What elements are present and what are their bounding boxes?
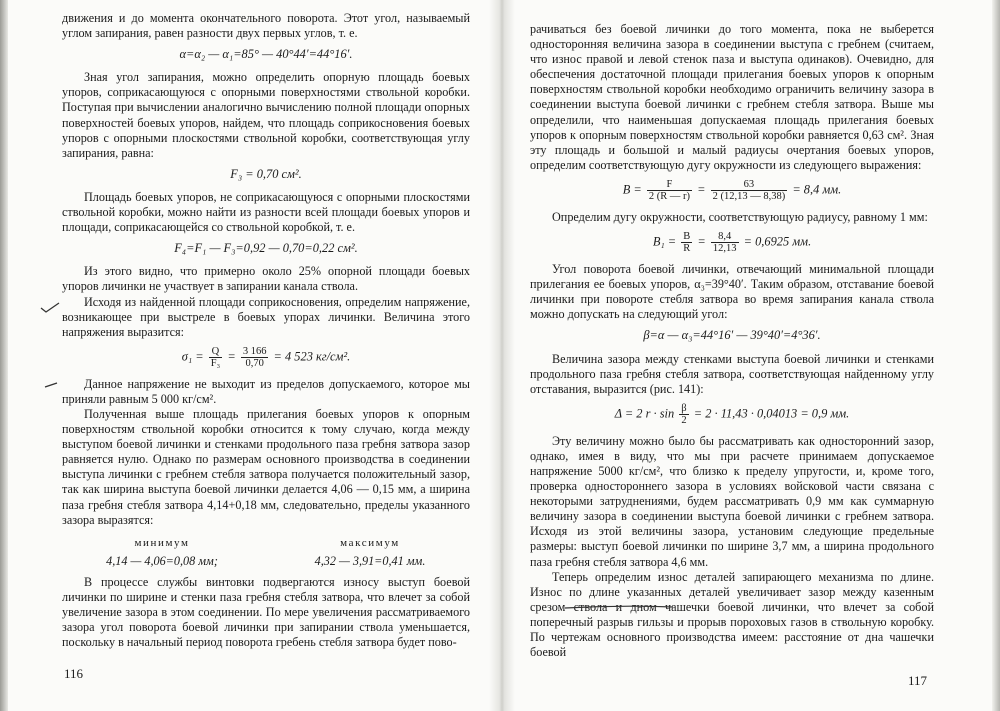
fraction-numerator: β (681, 402, 687, 414)
right-paragraph-5: Эту величину можно было бы рассматривать как односторонний зазор, однако, имея в виду, что мы при расчете принимаем допускаемое напряжение 5000 кг/см², что близко к пределу упругости, и, кроме того, проверка одностороннего зазора в условиях войсковой части связана с некоторыми затруднениями, будем рассматривать 0,9 мм как суммарную величину зазора в соединении выступа боевой личинки с гребнем затвора. Исходя из этой величины зазора, установим следующие предельные размеры: выступ боевой личинки по ширине 3,7 мм, а ширина продольного паза гребня стебля затвора 4,6 мм. (530, 433, 934, 569)
formula-term: = 8,4 мм. (792, 182, 842, 197)
right-page (530, 0, 934, 660)
fraction-numerator: 8,4 (711, 231, 739, 243)
max-heading: максимум (340, 536, 400, 549)
min-value: 4,14 — 4,06=0,08 мм; (106, 553, 218, 568)
right-formula-3: β=α — α₃=44°16′ — 39°40′=4°36′. (643, 328, 821, 343)
formula-term: Δ = 2 r · sin (614, 406, 675, 421)
left-page (62, 0, 470, 650)
formula-term: σ₁ = (181, 349, 204, 364)
max-value: 4,32 — 3,91=0,41 мм. (314, 553, 426, 568)
left-paragraph-5: Исходя из найденной площади соприкосновения, определим напряжение, возникающее при выстреле в боевых упорах личинки. Величина этого напряжения выразится: (62, 294, 470, 339)
fraction (647, 179, 692, 202)
pencil-dash-mark-icon (44, 382, 58, 388)
left-formula-3: F₄=F₁ — F₃=0,92 — 0,70=0,22 см². (174, 241, 358, 256)
fraction-numerator: 3 166 (242, 345, 267, 357)
fraction-numerator: Q (209, 346, 223, 358)
left-paragraph-4: Из этого видно, что примерно около 25% опорной площади боевых упоров личинки не участвует в запирании канала ствола. (62, 264, 470, 294)
book-gutter (489, 0, 515, 711)
fraction-numerator: B (683, 231, 691, 243)
fraction-denominator: 0,70 (245, 357, 264, 369)
fraction (681, 231, 692, 254)
page-edge-right (992, 0, 1000, 711)
right-paragraph-6: Теперь определим износ деталей запирающего механизма по длине. Износ по длине указанных деталей увеличивает зазор между казенным срезом ствола и дном чашечки боевой личинки, что влечет за собой поперечный разрыв гильзы и прорыв пороховых газов в ствольную коробку. По чертежам основного производства имеем: расстояние от дна чашечки боевой (530, 569, 934, 660)
formula-term: = (697, 234, 706, 249)
right-formula-2 (530, 231, 934, 254)
fraction-numerator: 63 (711, 179, 788, 191)
left-paragraph-3: Площадь боевых упоров, не соприкасающуюся с опорными плоскостями ствольной коробки, можно найти из разности всей площади боевых упоров и площади, соприкасающейся со ствольной коробкой, т. е. (62, 189, 470, 235)
left-paragraph-7: Полученная выше площадь прилегания боевых упоров к опорным поверхностям ствольной коробки относится к тому случаю, когда между выступом боевой личинки и стенками продольного паза гребня затвора зазор равняется нулю. Однако по размерам основного производства в соединении выступа личинки с гребнем стебля затвора получается положительный зазор, так как ширина выступа боевой личинки делается 4,06 — 0,15 мм, а ширина паза гребня стебля затвора 4,14+0,18 мм, следовательно, пределы указанного зазора выразятся: (62, 406, 470, 527)
left-formula-4 (62, 346, 470, 369)
formula-term: = 2 · 11,43 · 0,04013 = 0,9 мм. (693, 406, 850, 421)
right-page-number: 117 (908, 673, 928, 688)
right-formula-4 (530, 403, 934, 426)
formula-term: B = (622, 182, 642, 197)
fraction-denominator: R (683, 243, 691, 255)
formula-term: = (697, 182, 706, 197)
pencil-underline-mark-icon (564, 604, 674, 610)
min-max-table (62, 536, 470, 569)
formula-term: = 0,6925 мм. (743, 234, 812, 249)
min-column (66, 536, 258, 569)
page-edge-left (0, 0, 8, 711)
fraction (711, 231, 739, 254)
left-formula-1: α=α₂ — α₁=85° — 40°44′=44°16′. (179, 47, 353, 62)
left-paragraph-8: В процессе службы винтовки подвергаются износу выступ боевой личинки по ширине и стенки паза гребня стебля затвора, что влечет за собой увеличение зазора в этом соединении. По мере увеличения рассматриваемого зазора угол поворота боевой личинки при запирании ствола уменьшается, поскольку в начальный период поворота гребень стебля затвора будет пово- (62, 574, 470, 650)
right-paragraph-4: Величина зазора между стенками выступа боевой личинки и стенками продольного паза гребня стебля затвора, соответствующая найденному углу отставания, выразится (рис. 141): (530, 351, 934, 396)
fraction-denominator: 2 (R — r) (648, 190, 690, 202)
max-column (274, 536, 466, 569)
fraction-denominator: F₃ (210, 357, 221, 369)
fraction-numerator: F (647, 179, 692, 191)
right-paragraph-1: рачиваться без боевой личинки до того момента, пока не выберется односторонняя величина зазора в соединении выступа с гребнем (считаем, что износ правой и левой стенок паза и выступа одинаков). Очевидно, для обеспечения достаточной площади прилегания боевых упоров к опорным поверхностям ствольной коробки необходимо ограничить величину зазора в соединении выступа боевой личинки с гребнем стебля затвора. Выше мы определили, что наименьшая допускаемая площадь прилегания боевых упоров к опорным поверхностям ствольной коробки равняется 0,63 см². Зная эту площадь и большой и малый радиусы очертания боевых упоров, определим соответствующую дугу окружности из следующего выражения: (530, 22, 934, 172)
fraction-denominator: 2 (12,13 — 8,38) (712, 190, 786, 202)
left-paragraph-2: Зная угол запирания, можно определить опорную площадь боевых упоров, соприкасающуюся с опорными поверхностями ствольной коробки. Поступая при вычислении аналогично вычислению полной площади опорных поверхностей боевых упоров, найдем, что площадь соприкосновения боевых упоров с опорными плоскостями ствольной коробки, соответствующая углу запирания, равна: (62, 70, 470, 160)
pencil-check-mark-icon (40, 302, 60, 314)
formula-term: B₁ = (652, 234, 677, 249)
left-page-number: 116 (64, 666, 84, 681)
formula-term: = (227, 349, 236, 364)
right-formula-1 (530, 179, 934, 202)
fraction (209, 346, 223, 369)
min-heading: минимум (134, 536, 190, 549)
left-paragraph-6: Данное напряжение не выходит из пределов допускаемого, которое мы приняли равным 5 000 кг/см². (62, 376, 470, 406)
fraction-denominator: 12,13 (712, 243, 737, 255)
formula-term: = 4 523 кг/см². (273, 349, 351, 364)
right-paragraph-3: Угол поворота боевой личинки, отвечающий минимальной площади прилегания ее боевых упоров, α₃=39°40′. Таким образом, отставание боевой личинки при повороте стебля затвора во время запирания канала ствола можно допускать на следующий угол: (530, 262, 934, 322)
fraction-denominator: 2 (681, 414, 687, 426)
fraction (241, 346, 269, 369)
fraction (679, 403, 688, 426)
left-formula-2: F₃ = 0,70 см². (230, 166, 302, 181)
fraction (711, 179, 788, 202)
right-paragraph-2: Определим дугу окружности, соответствующую радиусу, равному 1 мм: (552, 209, 928, 224)
left-paragraph-1: движения и до момента окончательного поворота. Этот угол, называемый углом запирания, равен разности двух первых углов, т. е. (62, 11, 470, 41)
